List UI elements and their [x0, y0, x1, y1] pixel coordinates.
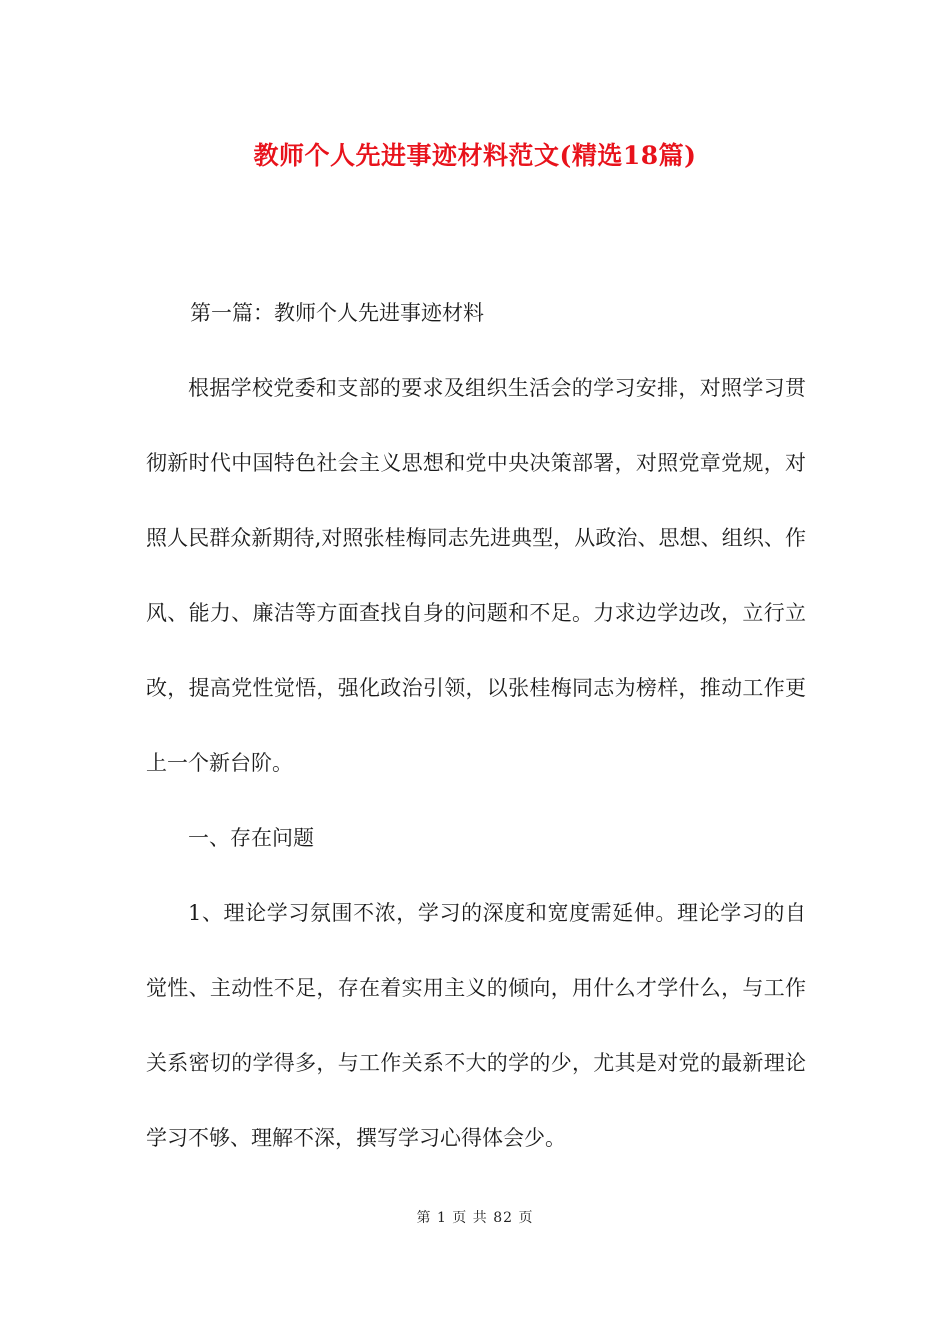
document-title: 教师个人先进事迹材料范文(精选18篇)	[253, 141, 697, 170]
body-paragraph-problem-1: 1、理论学习氛围不浓，学习的深度和宽度需延伸。理论学习的自觉性、主动性不足，存在着实用主义的倾向，用什么才学什么，与工作关系密切的学得多，与工作关系不大的学的少，尤其是对党的最新理论学习不够、理解不深，撰写学习心得体会少。	[146, 901, 806, 1150]
body-paragraph-intro: 根据学校党委和支部的要求及组织生活会的学习安排，对照学习贯彻新时代中国特色社会主义思想和党中央决策部署，对照党章党规，对照人民群众新期待,对照张桂梅同志先进典型，从政治、思想、组织、作风、能力、廉洁等方面查找自身的问题和不足。力求边学边改，立行立改，提高党性觉悟，强化政治引领，以张桂梅同志为榜样，推动工作更上一个新台阶。	[146, 376, 806, 775]
section-heading-problems: 一、存在问题	[188, 826, 314, 850]
page-footer: 第 1 页 共 82 页	[416, 1210, 534, 1226]
document-body	[146, 276, 806, 1176]
section-heading-first: 第一篇：教师个人先进事迹材料	[190, 301, 484, 325]
